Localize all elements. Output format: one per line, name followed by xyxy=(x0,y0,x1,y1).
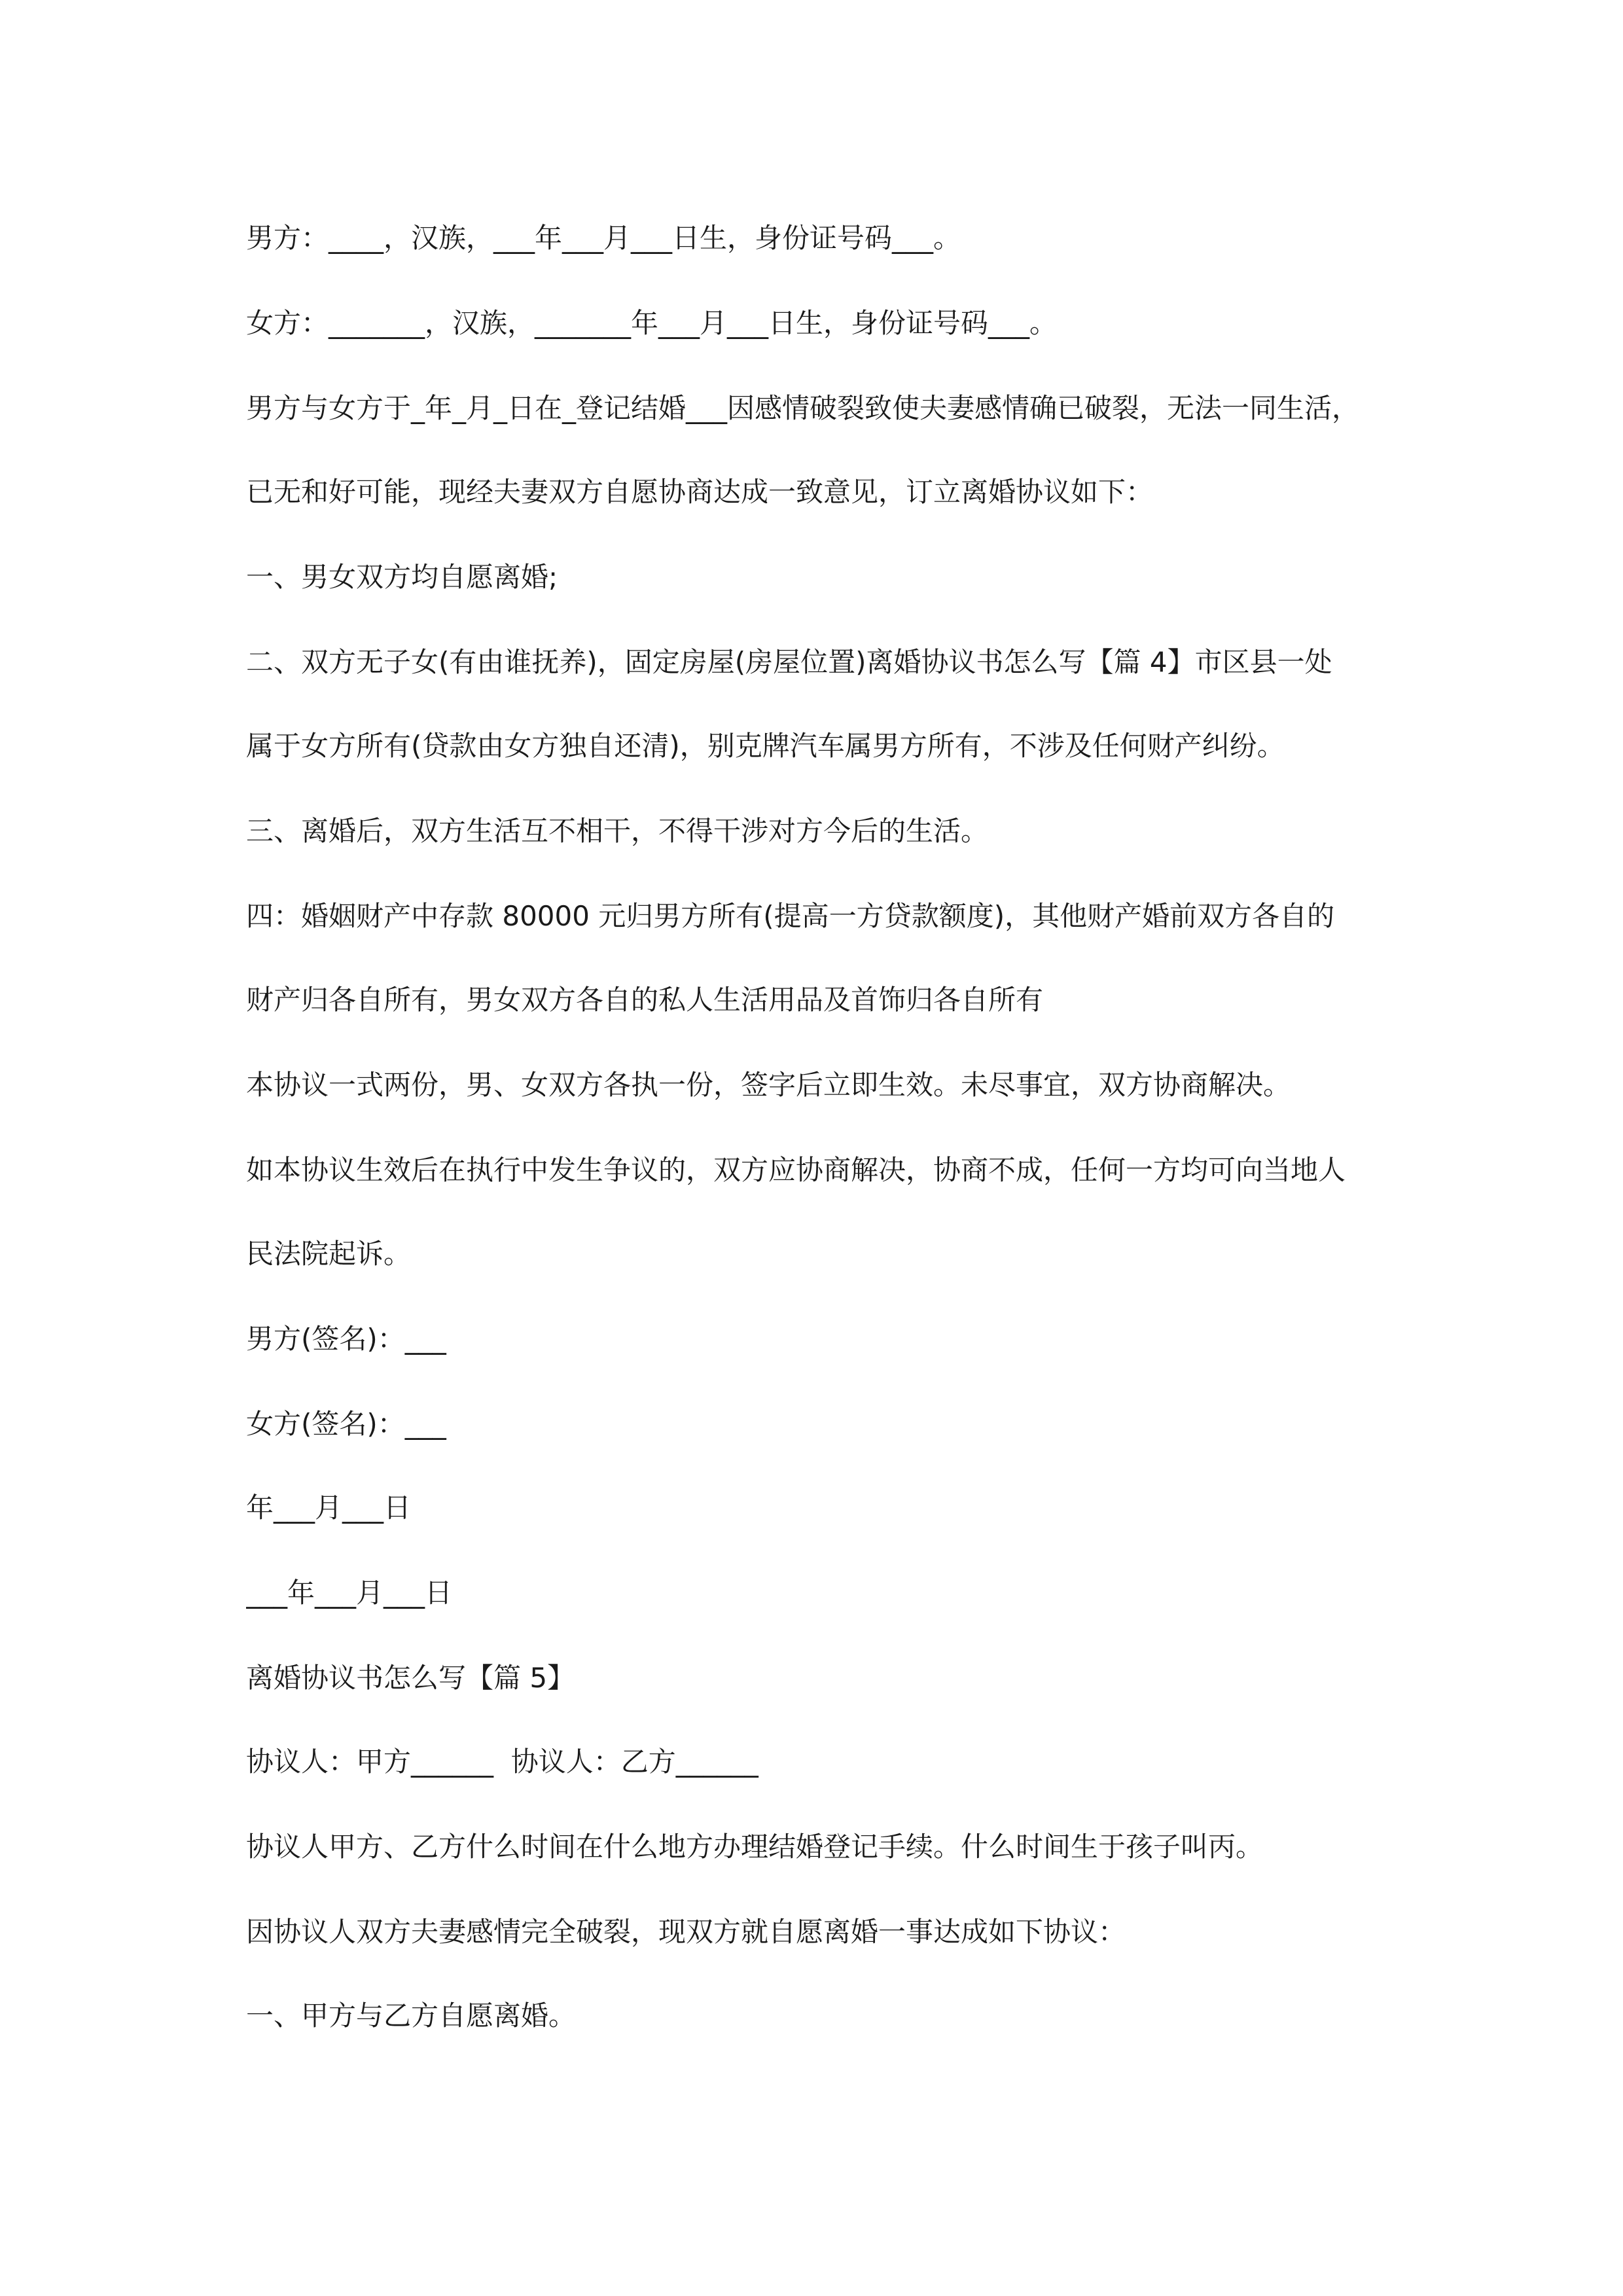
clause-4: 四：婚姻财产中存款 80000 元归男方所有(提高一方贷款额度)，其他财产婚前双方各自的 xyxy=(246,900,1335,932)
dispute-clause: 如本协议生效后在执行中发生争议的，双方应协商解决，协商不成，任何一方均可向当地人 xyxy=(246,1154,1346,1186)
agreement-preamble: 因协议人双方夫妻感情完全破裂，现双方就自愿离婚一事达成如下协议： xyxy=(246,1916,1126,1948)
agreement-intro: 已无和好可能，现经夫妻双方自愿协商达成一致意见，订立离婚协议如下： xyxy=(246,476,1154,508)
clause-1-part-5: 一、甲方与乙方自愿离婚。 xyxy=(246,2000,577,2032)
clause-3: 三、离婚后，双方生活互不相干，不得干涉对方今后的生活。 xyxy=(246,815,989,847)
male-party-info: 男方：____，汉族，___年___月___日生，身份证号码___。 xyxy=(246,222,961,254)
female-party-info: 女方：_______，汉族，_______年___月___日生，身份证号码___。 xyxy=(246,307,1058,339)
date-line-2: ___年___月___日 xyxy=(246,1577,453,1609)
male-signature-line: 男方(签名)：___ xyxy=(246,1323,446,1355)
female-signature-line: 女方(签名)：___ xyxy=(246,1408,446,1440)
copies-clause: 本协议一式两份，男、女双方各执一份，签字后立即生效。未尽事宜，双方协商解决。 xyxy=(246,1069,1291,1101)
dispute-clause-continued: 民法院起诉。 xyxy=(246,1238,412,1270)
clause-4-continued: 财产归各自所有，男女双方各自的私人生活用品及首饰归各自所有 xyxy=(246,984,1044,1016)
clause-1: 一、男女双方均自愿离婚; xyxy=(246,561,558,593)
marriage-statement: 男方与女方于_年_月_日在_登记结婚___因感情破裂致使夫妻感情确已破裂，无法一同生活， xyxy=(246,392,1360,424)
date-line-1: 年___月___日 xyxy=(246,1492,412,1524)
section-heading: 离婚协议书怎么写【篇 5】 xyxy=(246,1662,575,1694)
registration-statement: 协议人甲方、乙方什么时间在什么地方办理结婚登记手续。什么时间生于孩子叫丙。 xyxy=(246,1831,1264,1863)
clause-2: 二、双方无子女(有由谁抚养)，固定房屋(房屋位置)离婚协议书怎么写【篇 4】市区县一处 xyxy=(246,646,1332,678)
clause-2-continued: 属于女方所有(贷款由女方独自还清)，别克牌汽车属男方所有，不涉及任何财产纠纷。 xyxy=(246,730,1285,762)
parties-line: 协议人：甲方______ 协议人：乙方______ xyxy=(246,1746,758,1778)
